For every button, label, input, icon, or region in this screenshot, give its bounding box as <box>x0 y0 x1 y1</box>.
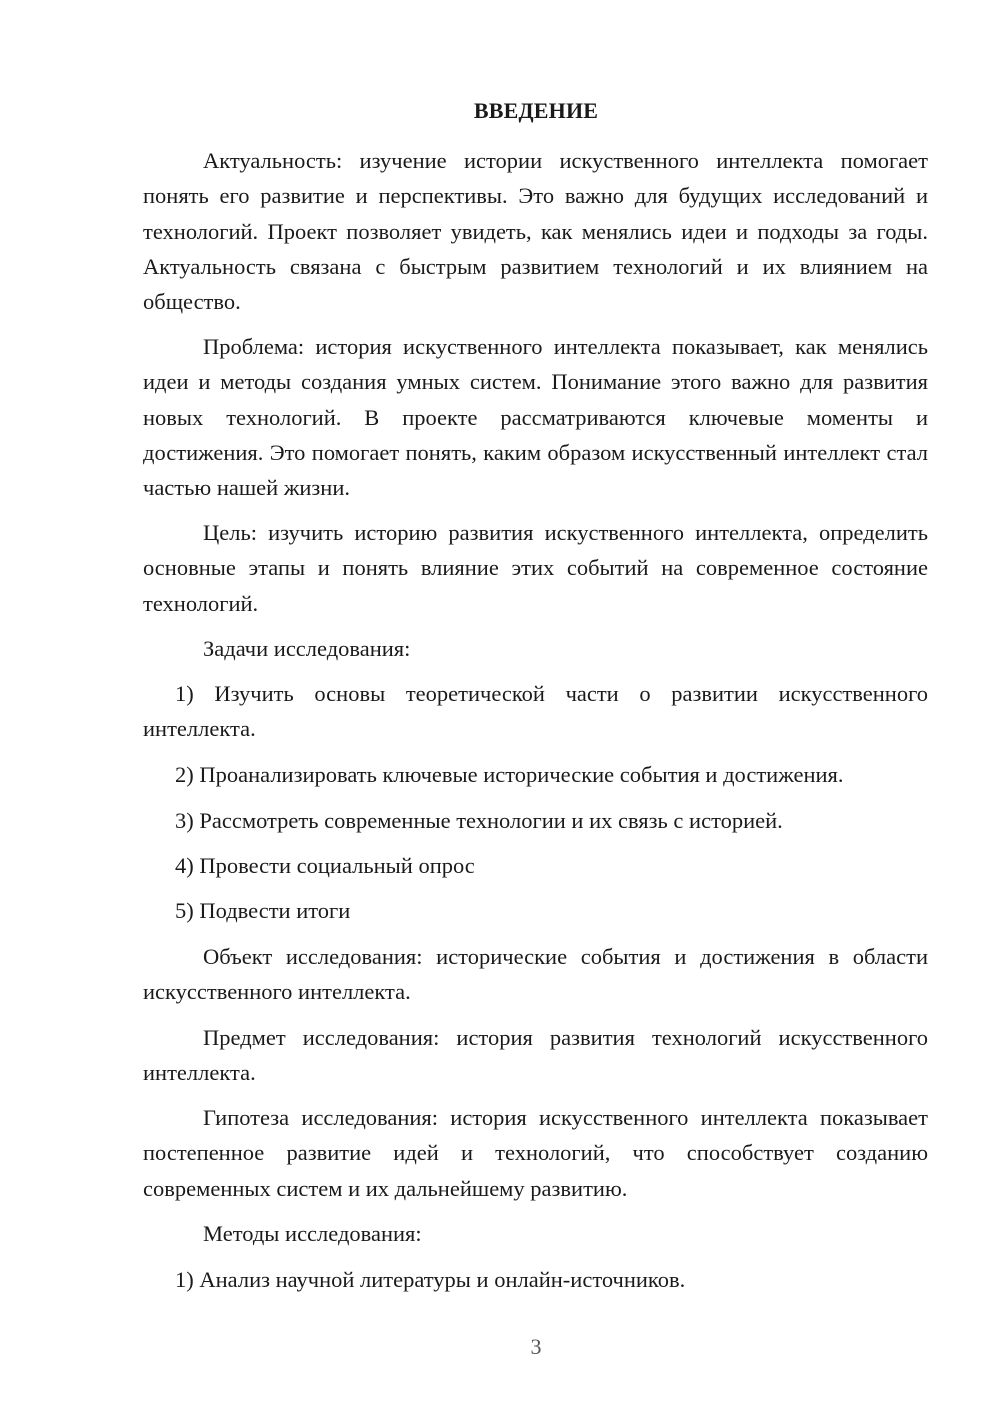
paragraph-subject: Предмет исследования: история развития технологий искусственного интеллекта. <box>143 1025 928 1086</box>
paragraph-tasks-heading: Задачи исследования: <box>203 636 411 661</box>
list-item-task-1: 1) Изучить основы теоретической части о развитии искусственного интеллекта. <box>143 681 928 742</box>
paragraph-goal: Цель: изучить историю развития искуственного интеллекта, определить основные этапы и понять влияние этих событий на современное состояние технологий. <box>143 520 928 616</box>
list-item-task-4: 4) Провести социальный опрос <box>175 853 475 878</box>
page-number: 3 <box>530 1334 542 1359</box>
paragraph-problem: Проблема: история искуственного интеллекта показывает, как менялись идеи и методы создания умных систем. Понимание этого важно для развития новых технологий. В проекте рассматриваются ключевые моменты и достижения. Это помогает понять, каким образом искусственный интеллект стал частью нашей жизни. <box>143 334 928 501</box>
section-heading: ВВЕДЕНИЕ <box>473 98 599 123</box>
list-item-task-2: 2) Проанализировать ключевые исторические события и достижения. <box>175 762 844 787</box>
paragraph-relevance: Актуальность: изучение истории искуственного интеллекта помогает понять его развитие и перспективы. Это важно для будущих исследований и технологий. Проект позволяет увидеть, как менялись идеи и подходы за годы. Актуальность связана с быстрым развитием технологий и их влиянием на общество. <box>143 148 928 315</box>
paragraph-object: Объект исследования: исторические события и достижения в области искусственного интеллекта. <box>143 944 928 1005</box>
list-item-task-5: 5) Подвести итоги <box>175 898 351 923</box>
list-item-method-1: 1) Анализ научной литературы и онлайн-источников. <box>175 1267 686 1292</box>
list-item-task-3: 3) Рассмотреть современные технологии и их связь с историей. <box>175 808 783 833</box>
paragraph-methods-heading: Методы исследования: <box>203 1221 422 1246</box>
paragraph-hypothesis: Гипотеза исследования: история искусственного интеллекта показывает постепенное развитие идей и технологий, что способствует созданию современных систем и их дальнейшему развитию. <box>143 1105 928 1201</box>
